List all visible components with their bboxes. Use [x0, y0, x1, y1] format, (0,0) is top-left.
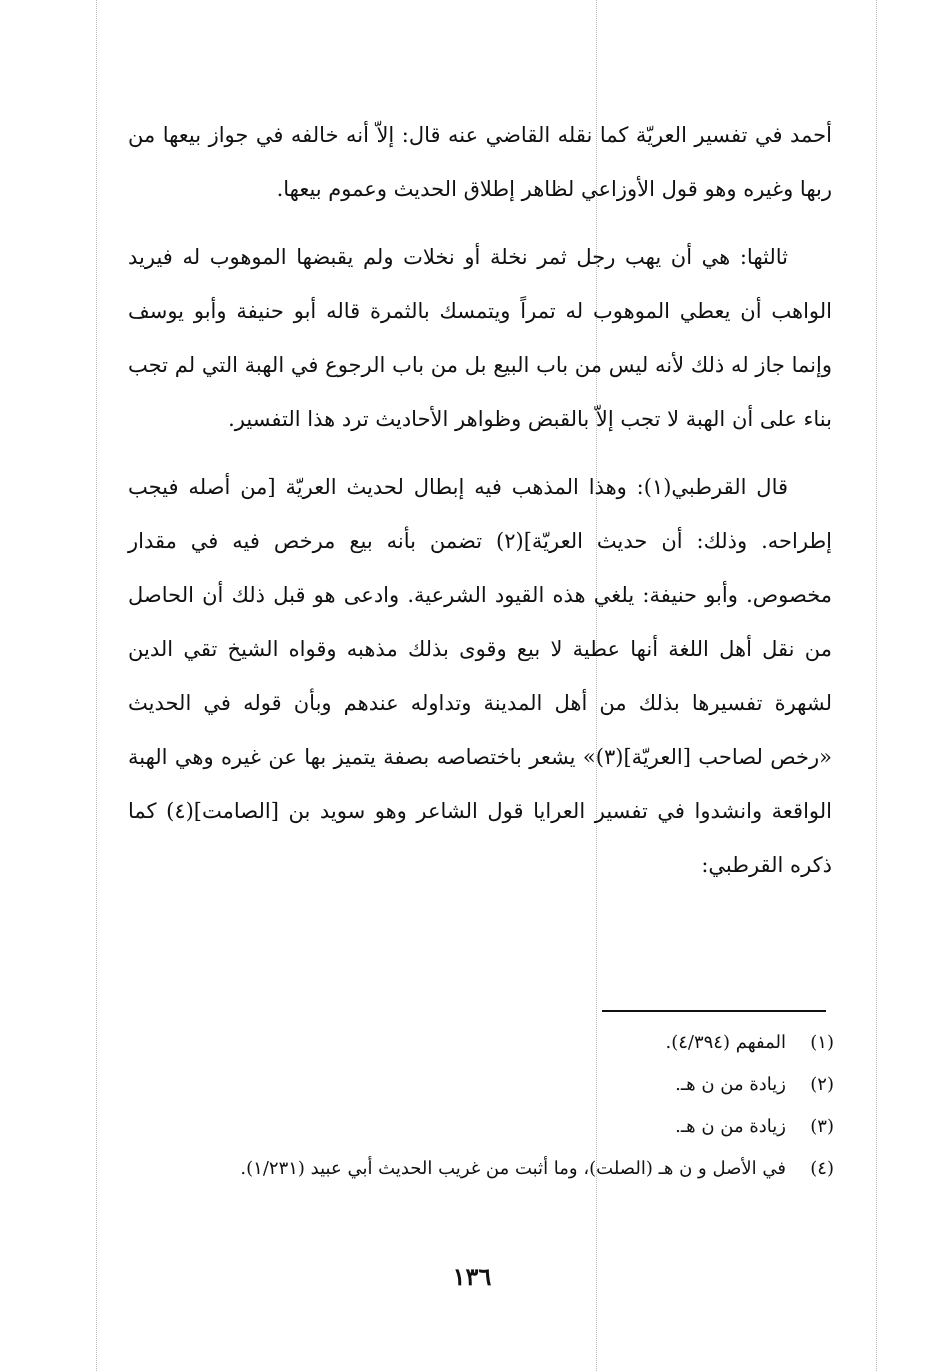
footnote-number: (٢)	[810, 1074, 834, 1095]
footnote-text: زيادة من ن هـ.	[675, 1074, 786, 1095]
paragraph-3: قال القرطبي(١): وهذا المذهب فيه إبطال لحديث العريّة [من أصله فيجب إطراحه. وذلك: أن حديث العريّة](٢) تضمن بأنه بيع مرخص فيه في مقدار مخصوص. وأبو حنيفة: يلغي هذه القيود الشرعية. وادعى هو قبل ذلك أن الحاصل من نقل أهل اللغة أنها عطية لا بيع وقوى بذلك مذهبه وقواه الشيخ تقي الدين لشهرة تفسيرها بذلك من أهل المدينة وتداوله عندهم وبأن قوله في الحديث «رخص لصاحب [العريّة](٣)» يشعر باختصاصه بصفة يتميز بها عن غيره وهي الهبة الواقعة وانشدوا في تفسير العرايا قول الشاعر وهو سويد بن [الصامت](٤) كما ذكره القرطبي:	[128, 475, 832, 877]
scan-dotted-line	[96, 0, 97, 1371]
footnote-number: (٣)	[810, 1116, 834, 1137]
footnote-separator	[602, 1010, 826, 1012]
footnote-number: (٤)	[810, 1158, 834, 1179]
footnote-4	[128, 1148, 834, 1190]
footnote-text: زيادة من ن هـ.	[675, 1116, 786, 1137]
footnote-2	[128, 1064, 834, 1106]
scan-dotted-line	[876, 0, 877, 1371]
footnote-3	[128, 1106, 834, 1148]
footnote-text: في الأصل و ن هـ (الصلت)، وما أثبت من غريب الحديث أبي عبيد (١/٢٣١).	[240, 1158, 786, 1179]
footnotes	[128, 1022, 834, 1190]
footnote-text: المفهم (٤/٣٩٤).	[665, 1032, 786, 1053]
paragraph-2: ثالثها: هي أن يهب رجل ثمر نخلة أو نخلات ولم يقبضها الموهوب له فيريد الواهب أن يعطي الموهوب له تمراً ويتمسك بالثمرة قاله أبو حنيفة وأبو يوسف وإنما جاز له ذلك لأنه ليس من باب البيع بل من باب الرجوع في الهبة التي لم تجب بناء على أن الهبة لا تجب إلاّ بالقبض وظواهر الأحاديث ترد هذا التفسير.	[128, 245, 832, 431]
footnote-number: (١)	[810, 1032, 834, 1053]
main-text	[128, 108, 832, 906]
page-number: ١٣٦	[452, 1262, 492, 1291]
footnote-1	[128, 1022, 834, 1064]
paragraph-1: أحمد في تفسير العريّة كما نقله القاضي عنه قال: إلاّ أنه خالفه في جواز بيعها من ربها وغيره وهو قول الأوزاعي لظاهر إطلاق الحديث وعموم بيعها.	[128, 123, 832, 201]
